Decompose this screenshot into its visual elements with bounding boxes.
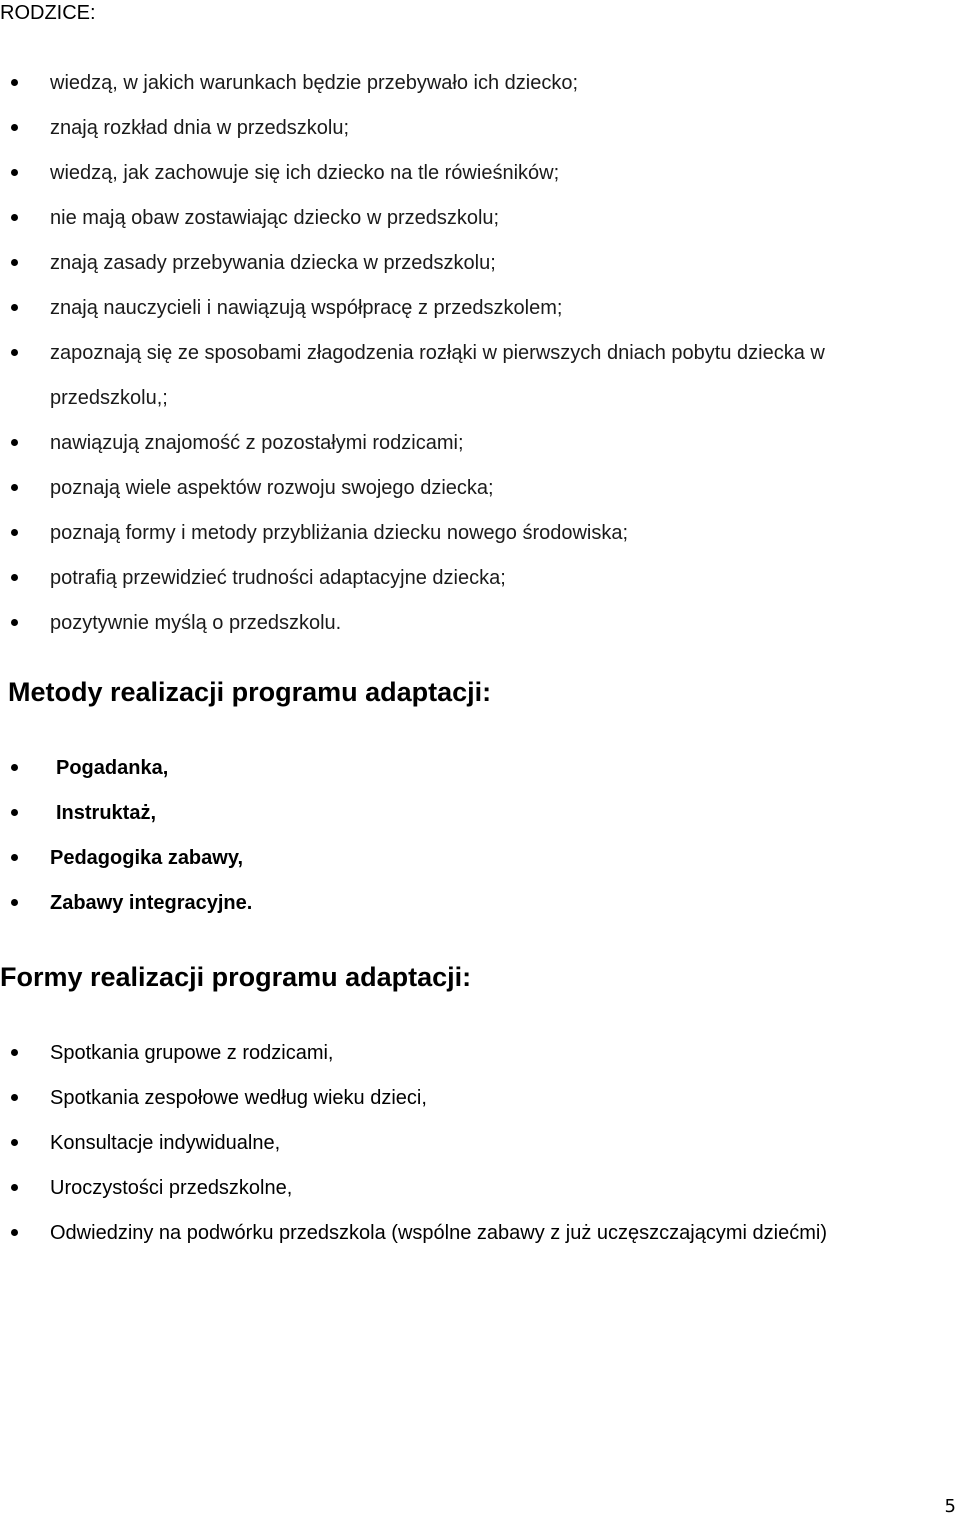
bullet-icon: [11, 304, 18, 311]
bullet-icon: [11, 1139, 18, 1146]
bullet-icon: [11, 619, 18, 626]
list-item: nawiązują znajomość z pozostałymi rodzicami;: [0, 421, 960, 466]
bullet-icon: [11, 1094, 18, 1101]
bullet-icon: [11, 574, 18, 581]
list-item: Pogadanka,: [0, 746, 960, 791]
list-item: znają rozkład dnia w przedszkolu;: [0, 106, 960, 151]
page-number: 5: [944, 1496, 956, 1517]
list-item: poznają wiele aspektów rozwoju swojego dziecka;: [0, 466, 960, 511]
list-item: Spotkania zespołowe według wieku dzieci,: [0, 1076, 960, 1121]
bullet-icon: [11, 899, 18, 906]
bullet-icon: [11, 259, 18, 266]
bullet-icon: [11, 1229, 18, 1236]
bullet-icon: [11, 169, 18, 176]
parents-heading: RODZICE:: [0, 2, 96, 24]
list-item: zapoznają się ze sposobami złagodzenia rozłąki w pierwszych dniach pobytu dziecka w przedszkolu,;: [0, 331, 960, 421]
list-item: potrafią przewidzieć trudności adaptacyjne dziecka;: [0, 556, 960, 601]
bullet-icon: [11, 1184, 18, 1191]
list-item: Zabawy integracyjne.: [0, 881, 960, 926]
list-item: Konsultacje indywidualne,: [0, 1121, 960, 1166]
bullet-icon: [11, 1049, 18, 1056]
list-item: wiedzą, w jakich warunkach będzie przebywało ich dziecko;: [0, 61, 960, 106]
bullet-icon: [11, 764, 18, 771]
list-item: poznają formy i metody przybliżania dziecku nowego środowiska;: [0, 511, 960, 556]
list-item: Odwiedziny na podwórku przedszkola (wspólne zabawy z już uczęszczającymi dziećmi): [0, 1211, 960, 1256]
bullet-icon: [11, 484, 18, 491]
bullet-icon: [11, 854, 18, 861]
methods-list: [0, 746, 960, 926]
bullet-icon: [11, 529, 18, 536]
list-item: znają nauczycieli i nawiązują współpracę z przedszkolem;: [0, 286, 960, 331]
methods-section-title: Metody realizacji programu adaptacji:: [8, 677, 492, 707]
list-item: znają zasady przebywania dziecka w przedszkolu;: [0, 241, 960, 286]
list-item: Uroczystości przedszkolne,: [0, 1166, 960, 1211]
bullet-icon: [11, 214, 18, 221]
list-item: wiedzą, jak zachowuje się ich dziecko na tle rówieśników;: [0, 151, 960, 196]
list-item: nie mają obaw zostawiając dziecko w przedszkolu;: [0, 196, 960, 241]
list-item: Spotkania grupowe z rodzicami,: [0, 1031, 960, 1076]
bullet-icon: [11, 809, 18, 816]
list-item: Pedagogika zabawy,: [0, 836, 960, 881]
forms-list: [0, 1031, 960, 1256]
forms-section-title: Formy realizacji programu adaptacji:: [0, 962, 472, 992]
bullet-icon: [11, 439, 18, 446]
bullet-icon: [11, 124, 18, 131]
parents-benefits-list: [0, 61, 960, 646]
list-item: Instruktaż,: [0, 791, 960, 836]
list-item: pozytywnie myślą o przedszkolu.: [0, 601, 960, 646]
bullet-icon: [11, 79, 18, 86]
bullet-icon: [11, 349, 18, 356]
